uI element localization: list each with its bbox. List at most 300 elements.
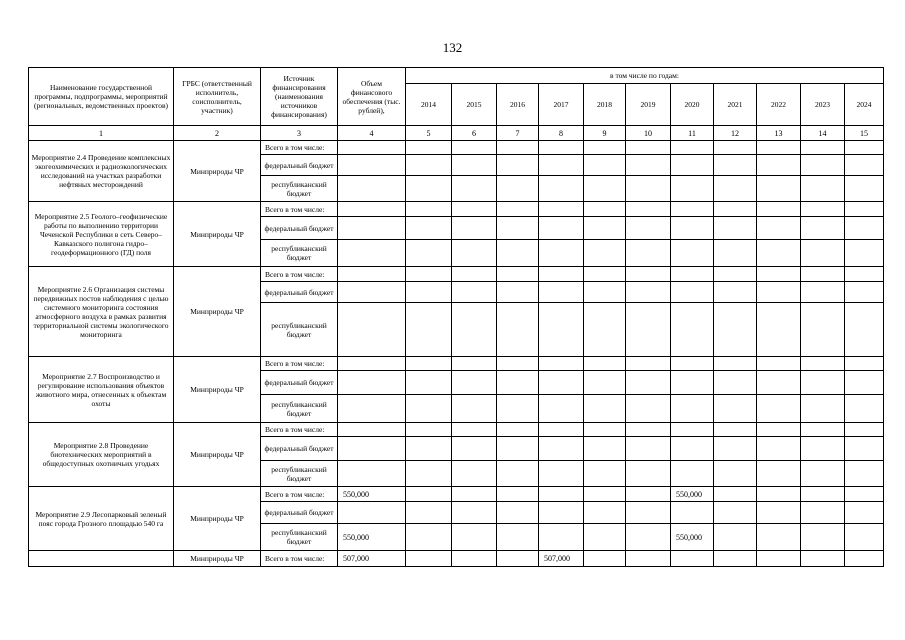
header-year: 2024	[845, 84, 884, 126]
year-value-cell	[406, 371, 452, 395]
year-value-cell	[714, 502, 757, 524]
year-value-cell	[406, 423, 452, 437]
year-value-cell	[452, 303, 497, 357]
year-value-cell	[626, 395, 671, 423]
funding-source: Всего в том числе:	[261, 487, 338, 502]
year-value-cell	[757, 551, 801, 567]
measure-title: Мероприятие 2.6 Организация системы передвижных постов наблюдения с целью системного мониторинга состояния атмосферного воздуха в рамках развития территориальной системы экологического мониторинга	[29, 267, 174, 357]
volume-cell	[338, 141, 406, 155]
volume-cell	[338, 155, 406, 176]
year-value-cell	[757, 423, 801, 437]
year-value-cell	[406, 202, 452, 217]
year-value-cell	[497, 357, 539, 371]
column-number: 3	[261, 126, 338, 141]
year-value-cell	[801, 395, 845, 423]
column-number: 9	[584, 126, 626, 141]
year-value-cell	[845, 357, 884, 371]
header-year: 2018	[584, 84, 626, 126]
year-value-cell	[406, 357, 452, 371]
year-value-cell	[584, 155, 626, 176]
funding-source: республиканский бюджет	[261, 524, 338, 551]
volume-cell	[338, 240, 406, 267]
table-row	[29, 141, 884, 155]
year-value-cell	[714, 461, 757, 487]
grbs-cell: Минприроды ЧР	[174, 141, 261, 202]
year-value-cell	[626, 155, 671, 176]
year-value-cell	[452, 176, 497, 202]
volume-cell: 550,000	[338, 524, 406, 551]
year-value-cell	[497, 217, 539, 240]
year-value-cell	[671, 141, 714, 155]
header-year: 2019	[626, 84, 671, 126]
year-value-cell	[539, 155, 584, 176]
year-value-cell	[801, 551, 845, 567]
year-value-cell	[757, 202, 801, 217]
year-value-cell	[845, 155, 884, 176]
year-value-cell	[801, 240, 845, 267]
year-value-cell	[714, 202, 757, 217]
funding-source: республиканский бюджет	[261, 461, 338, 487]
year-value-cell	[845, 141, 884, 155]
year-value-cell	[539, 202, 584, 217]
volume-cell	[338, 437, 406, 461]
year-value-cell	[671, 461, 714, 487]
year-value-cell	[497, 202, 539, 217]
year-value-cell	[584, 303, 626, 357]
year-value-cell	[497, 176, 539, 202]
year-value-cell	[757, 395, 801, 423]
year-value-cell	[626, 357, 671, 371]
year-value-cell	[757, 487, 801, 502]
year-value-cell	[801, 202, 845, 217]
funding-source: Всего в том числе:	[261, 551, 338, 567]
funding-source: республиканский бюджет	[261, 240, 338, 267]
year-value-cell	[714, 437, 757, 461]
year-value-cell	[845, 437, 884, 461]
year-value-cell	[497, 141, 539, 155]
grbs-cell: Минприроды ЧР	[174, 551, 261, 567]
year-value-cell	[406, 303, 452, 357]
year-value-cell	[452, 437, 497, 461]
year-value-cell	[539, 371, 584, 395]
table-row	[29, 357, 884, 371]
year-value-cell	[584, 357, 626, 371]
column-number: 8	[539, 126, 584, 141]
volume-cell	[338, 282, 406, 303]
table-row	[29, 551, 884, 567]
header-year: 2023	[801, 84, 845, 126]
funding-source: федеральный бюджет	[261, 371, 338, 395]
year-value-cell	[671, 395, 714, 423]
year-value-cell	[584, 371, 626, 395]
year-value-cell	[845, 240, 884, 267]
year-value-cell	[671, 303, 714, 357]
year-value-cell	[757, 217, 801, 240]
table-row	[29, 202, 884, 217]
year-value-cell	[497, 267, 539, 282]
funding-source: федеральный бюджет	[261, 217, 338, 240]
year-value-cell	[671, 240, 714, 267]
year-value-cell	[584, 437, 626, 461]
measure-title: Мероприятие 2.5 Геолого–геофизические работы по выполнению территории Чеченской Республики в сеть Северо–Кавказского полигона гидро–геодеформационного (ГД) поля	[29, 202, 174, 267]
financing-table	[28, 67, 884, 567]
year-value-cell	[452, 551, 497, 567]
year-value-cell	[452, 502, 497, 524]
year-value-cell	[845, 217, 884, 240]
year-value-cell	[801, 217, 845, 240]
year-value-cell	[801, 423, 845, 437]
grbs-cell: Минприроды ЧР	[174, 357, 261, 423]
year-value-cell	[452, 240, 497, 267]
column-number: 11	[671, 126, 714, 141]
year-value-cell	[406, 524, 452, 551]
year-value-cell	[714, 371, 757, 395]
year-value-cell	[845, 423, 884, 437]
year-value-cell	[801, 371, 845, 395]
header-year: 2021	[714, 84, 757, 126]
year-value-cell	[671, 502, 714, 524]
year-value-cell	[714, 282, 757, 303]
year-value-cell	[845, 395, 884, 423]
year-value-cell	[671, 176, 714, 202]
grbs-cell: Минприроды ЧР	[174, 423, 261, 487]
year-value-cell	[539, 524, 584, 551]
year-value-cell	[801, 524, 845, 551]
funding-source: Всего в том числе:	[261, 202, 338, 217]
year-value-cell	[497, 155, 539, 176]
year-value-cell	[584, 217, 626, 240]
year-value-cell	[757, 303, 801, 357]
year-value-cell	[757, 267, 801, 282]
year-value-cell	[406, 282, 452, 303]
year-value-cell	[714, 423, 757, 437]
year-value-cell	[626, 371, 671, 395]
year-value-cell	[452, 461, 497, 487]
year-value-cell	[671, 202, 714, 217]
year-value-cell	[406, 267, 452, 282]
year-value-cell	[539, 502, 584, 524]
column-number: 13	[757, 126, 801, 141]
header-volume: Объем финансового обеспечения (тыс. рублей),	[338, 68, 406, 126]
page-number: 132	[442, 40, 463, 55]
year-value-cell	[452, 357, 497, 371]
volume-cell	[338, 202, 406, 217]
year-value-cell	[801, 176, 845, 202]
year-value-cell	[626, 240, 671, 267]
year-value-cell: 550,000	[671, 524, 714, 551]
year-value-cell	[452, 202, 497, 217]
year-value-cell	[845, 267, 884, 282]
year-value-cell	[757, 155, 801, 176]
year-value-cell	[626, 423, 671, 437]
year-value-cell	[406, 461, 452, 487]
header-grbs: ГРБС (ответственный исполнитель, соисполнитель, участник)	[174, 68, 261, 126]
column-number: 6	[452, 126, 497, 141]
year-value-cell	[845, 303, 884, 357]
year-value-cell	[801, 487, 845, 502]
year-value-cell	[626, 267, 671, 282]
year-value-cell	[671, 423, 714, 437]
year-value-cell	[584, 524, 626, 551]
funding-source: Всего в том числе:	[261, 357, 338, 371]
year-value-cell	[845, 551, 884, 567]
year-value-cell	[452, 524, 497, 551]
year-value-cell	[714, 141, 757, 155]
year-value-cell	[452, 282, 497, 303]
year-value-cell	[584, 502, 626, 524]
funding-source: республиканский бюджет	[261, 395, 338, 423]
year-value-cell	[539, 395, 584, 423]
year-value-cell	[714, 217, 757, 240]
funding-source: федеральный бюджет	[261, 437, 338, 461]
year-value-cell	[801, 282, 845, 303]
year-value-cell	[539, 282, 584, 303]
table-row	[29, 267, 884, 282]
year-value-cell	[406, 551, 452, 567]
year-value-cell	[497, 395, 539, 423]
year-value-cell	[452, 217, 497, 240]
header-year: 2016	[497, 84, 539, 126]
year-value-cell	[539, 487, 584, 502]
year-value-cell	[801, 461, 845, 487]
year-value-cell	[671, 282, 714, 303]
header-program-name: Наименование государственной программы, подпрограммы, мероприятий (региональных, ведомственных проектов)	[29, 68, 174, 126]
column-number: 14	[801, 126, 845, 141]
year-value-cell	[626, 437, 671, 461]
grbs-cell: Минприроды ЧР	[174, 202, 261, 267]
year-value-cell	[539, 141, 584, 155]
measure-title: Мероприятие 2.7 Воспроизводство и регулирование использования объектов животного мира, отнесенных к объектам охоты	[29, 357, 174, 423]
year-value-cell	[714, 155, 757, 176]
year-value-cell	[801, 267, 845, 282]
year-value-cell: 507,000	[539, 551, 584, 567]
year-value-cell	[497, 423, 539, 437]
year-value-cell: 550,000	[671, 487, 714, 502]
year-value-cell	[714, 267, 757, 282]
column-number: 10	[626, 126, 671, 141]
year-value-cell	[714, 303, 757, 357]
year-value-cell	[539, 303, 584, 357]
year-value-cell	[584, 282, 626, 303]
year-value-cell	[845, 461, 884, 487]
year-value-cell	[714, 357, 757, 371]
year-value-cell	[497, 437, 539, 461]
measure-title: Мероприятие 2.8 Проведение биотехнических мероприятий в общедоступных охотничьих угодьях	[29, 423, 174, 487]
column-number: 2	[174, 126, 261, 141]
year-value-cell	[845, 524, 884, 551]
year-value-cell	[497, 551, 539, 567]
year-value-cell	[497, 303, 539, 357]
year-value-cell	[584, 267, 626, 282]
funding-source: Всего в том числе:	[261, 141, 338, 155]
year-value-cell	[497, 371, 539, 395]
year-value-cell	[539, 240, 584, 267]
year-value-cell	[406, 437, 452, 461]
year-value-cell	[497, 524, 539, 551]
year-value-cell	[757, 437, 801, 461]
year-value-cell	[406, 395, 452, 423]
year-value-cell	[406, 240, 452, 267]
measure-title: Мероприятие 2.9 Лесопарковый зеленый пояс города Грозного площадью 540 га	[29, 487, 174, 551]
year-value-cell	[845, 282, 884, 303]
year-value-cell	[801, 437, 845, 461]
funding-source: Всего в том числе:	[261, 267, 338, 282]
header-year: 2014	[406, 84, 452, 126]
year-value-cell	[626, 176, 671, 202]
year-value-cell	[671, 217, 714, 240]
year-value-cell	[452, 371, 497, 395]
year-value-cell	[671, 371, 714, 395]
year-value-cell	[757, 524, 801, 551]
year-value-cell	[757, 357, 801, 371]
volume-cell	[338, 461, 406, 487]
header-funding-source: Источник финансирования (наименования источников финансирования)	[261, 68, 338, 126]
year-value-cell	[757, 502, 801, 524]
year-value-cell	[406, 141, 452, 155]
year-value-cell	[584, 141, 626, 155]
funding-source: Всего в том числе:	[261, 423, 338, 437]
volume-cell	[338, 176, 406, 202]
table-row	[29, 423, 884, 437]
column-number: 1	[29, 126, 174, 141]
year-value-cell	[845, 487, 884, 502]
year-value-cell	[801, 303, 845, 357]
column-number: 4	[338, 126, 406, 141]
year-value-cell	[584, 176, 626, 202]
funding-source: федеральный бюджет	[261, 502, 338, 524]
year-value-cell	[757, 461, 801, 487]
column-number: 5	[406, 126, 452, 141]
measure-title: Мероприятие 2.4 Проведение комплексных экогеохимических и радиоэкологических исследований на участках разработки нефтяных месторождений	[29, 141, 174, 202]
volume-cell	[338, 395, 406, 423]
year-value-cell	[845, 176, 884, 202]
year-value-cell	[671, 155, 714, 176]
year-value-cell	[757, 176, 801, 202]
year-value-cell	[757, 141, 801, 155]
year-value-cell	[452, 487, 497, 502]
header-year: 2017	[539, 84, 584, 126]
year-value-cell	[406, 155, 452, 176]
funding-source: федеральный бюджет	[261, 155, 338, 176]
year-value-cell	[626, 202, 671, 217]
year-value-cell	[452, 141, 497, 155]
year-value-cell	[584, 423, 626, 437]
volume-cell	[338, 357, 406, 371]
volume-cell	[338, 423, 406, 437]
year-value-cell	[539, 461, 584, 487]
year-value-cell	[452, 423, 497, 437]
column-number: 15	[845, 126, 884, 141]
year-value-cell	[406, 502, 452, 524]
funding-source: федеральный бюджет	[261, 282, 338, 303]
year-value-cell	[714, 176, 757, 202]
year-value-cell	[584, 487, 626, 502]
volume-cell	[338, 502, 406, 524]
year-value-cell	[497, 240, 539, 267]
year-value-cell	[626, 487, 671, 502]
year-value-cell	[801, 155, 845, 176]
header-year: 2015	[452, 84, 497, 126]
grbs-cell: Минприроды ЧР	[174, 267, 261, 357]
year-value-cell	[714, 524, 757, 551]
year-value-cell	[539, 267, 584, 282]
year-value-cell	[626, 524, 671, 551]
year-value-cell	[497, 502, 539, 524]
year-value-cell	[714, 487, 757, 502]
year-value-cell	[757, 282, 801, 303]
grbs-cell: Минприроды ЧР	[174, 487, 261, 551]
volume-cell	[338, 371, 406, 395]
year-value-cell	[671, 357, 714, 371]
table-row	[29, 487, 884, 502]
year-value-cell	[406, 487, 452, 502]
year-value-cell	[406, 176, 452, 202]
volume-cell: 507,000	[338, 551, 406, 567]
year-value-cell	[584, 551, 626, 567]
year-value-cell	[801, 141, 845, 155]
year-value-cell	[406, 217, 452, 240]
year-value-cell	[539, 357, 584, 371]
header-year: 2022	[757, 84, 801, 126]
year-value-cell	[497, 282, 539, 303]
funding-source: республиканский бюджет	[261, 303, 338, 357]
year-value-cell	[801, 357, 845, 371]
year-value-cell	[671, 551, 714, 567]
year-value-cell	[452, 155, 497, 176]
year-value-cell	[714, 240, 757, 267]
year-value-cell	[671, 267, 714, 282]
year-value-cell	[626, 303, 671, 357]
year-value-cell	[584, 240, 626, 267]
year-value-cell	[714, 551, 757, 567]
year-value-cell	[845, 371, 884, 395]
measure-title	[29, 551, 174, 567]
year-value-cell	[626, 217, 671, 240]
year-value-cell	[584, 202, 626, 217]
year-value-cell	[626, 461, 671, 487]
header-years-group: в том числе по годам:	[406, 68, 884, 84]
year-value-cell	[584, 395, 626, 423]
year-value-cell	[757, 240, 801, 267]
volume-cell	[338, 303, 406, 357]
volume-cell	[338, 217, 406, 240]
year-value-cell	[452, 395, 497, 423]
year-value-cell	[539, 423, 584, 437]
year-value-cell	[497, 461, 539, 487]
year-value-cell	[539, 176, 584, 202]
year-value-cell	[584, 461, 626, 487]
column-number: 12	[714, 126, 757, 141]
volume-cell: 550,000	[338, 487, 406, 502]
year-value-cell	[452, 267, 497, 282]
year-value-cell	[626, 141, 671, 155]
year-value-cell	[626, 502, 671, 524]
year-value-cell	[801, 502, 845, 524]
year-value-cell	[539, 217, 584, 240]
column-number: 7	[497, 126, 539, 141]
year-value-cell	[497, 487, 539, 502]
year-value-cell	[757, 371, 801, 395]
funding-source: республиканский бюджет	[261, 176, 338, 202]
year-value-cell	[845, 202, 884, 217]
year-value-cell	[626, 282, 671, 303]
year-value-cell	[714, 395, 757, 423]
volume-cell	[338, 267, 406, 282]
header-year: 2020	[671, 84, 714, 126]
year-value-cell	[671, 437, 714, 461]
year-value-cell	[539, 437, 584, 461]
year-value-cell	[626, 551, 671, 567]
